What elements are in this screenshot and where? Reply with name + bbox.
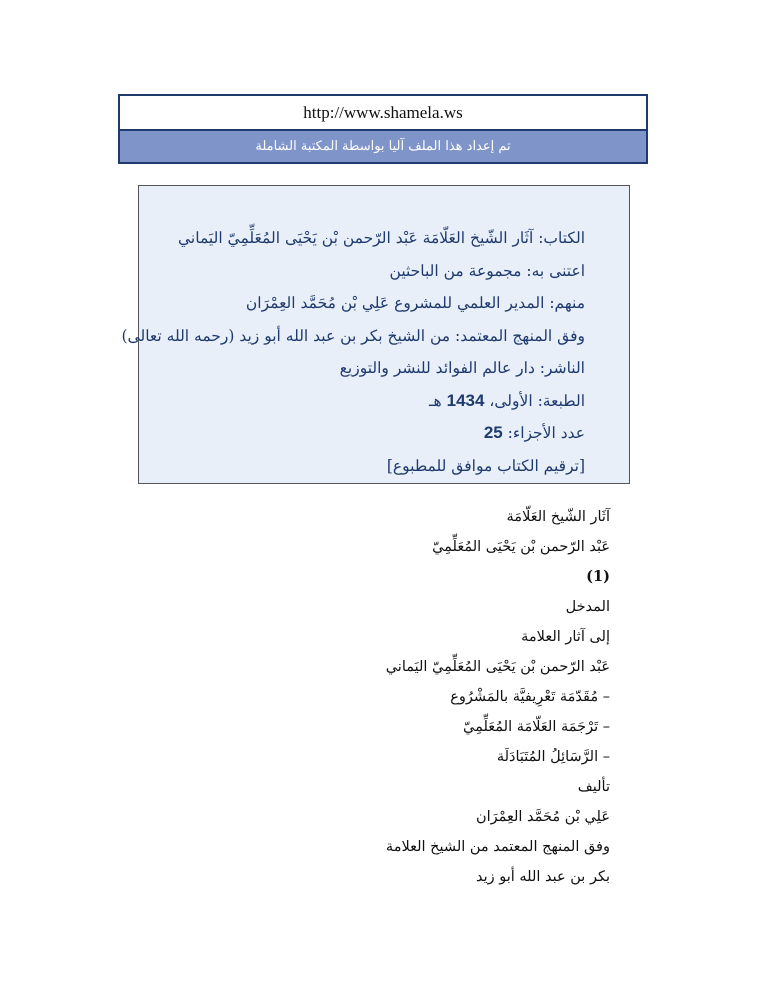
book-edition — [155, 385, 585, 418]
book-parts — [155, 417, 585, 450]
book-title: الكتاب: آثَار الشّيخ العَلّامَة عَبْد الرّحمن بْن يَحْيَى المُعَلِّمِيّ اليَماني — [178, 229, 585, 247]
body-line: إلى آثار العلامة — [521, 629, 610, 645]
book-editor: اعتنى به: مجموعة من الباحثين — [389, 261, 585, 280]
body-line: وفق المنهج المعتمد من الشيخ العلامة — [385, 839, 610, 855]
book-numbering-note: [ترقيم الكتاب موافق للمطبوع] — [386, 456, 585, 475]
body-line: عَلِي بْن مُحَمَّد العِمْرَان — [475, 809, 610, 825]
body-line: المدخل — [565, 599, 610, 615]
parts-label: عدد الأجزاء: — [502, 424, 585, 442]
title-page-text — [160, 502, 610, 892]
body-line: – مُقَدّمَة تَعْرِيفيَّة بالمَشْرُوع — [450, 689, 610, 705]
body-line: بكر بن عبد الله أبو زيد — [475, 869, 610, 885]
body-line: تأليف — [577, 779, 610, 795]
book-publisher: الناشر: دار عالم الفوائد للنشر والتوزيع — [339, 359, 585, 377]
book-info-box — [121, 185, 630, 484]
book-methodology: وفق المنهج المعتمد: من الشيخ بكر بن عبد الله أبو زيد (رحمه الله تعالى) — [121, 326, 585, 345]
body-line: عَبْد الرّحمن بْن يَحْيَى المُعَلِّمِيّ — [432, 539, 610, 555]
edition-suffix: هـ — [428, 391, 447, 410]
body-line: – الرَّسَائِلُ المُتَبَادَلَة — [496, 749, 610, 765]
body-line: آثَار الشّيخ العَلّامَة — [506, 509, 610, 525]
edition-year: 1434 — [446, 390, 485, 410]
shamela-note: تم إعداد هذا الملف آليا بواسطة المكتبة الشاملة — [120, 131, 646, 162]
volume-number: (1) — [586, 568, 610, 585]
body-line: عَبْد الرّحمن بْن يَحْيَى المُعَلِّمِيّ اليَماني — [385, 659, 610, 675]
book-director: منهم: المدير العلمي للمشروع عَلِي بْن مُحَمَّد العِمْرَان — [245, 294, 585, 312]
shamela-url[interactable]: http://www.shamela.ws — [120, 96, 646, 131]
shamela-banner — [118, 94, 648, 164]
parts-count: 25 — [483, 423, 503, 442]
edition-label: الطبعة: الأولى، — [484, 391, 585, 410]
body-line: – تَرْجَمَة العَلّامَة المُعَلِّمِيّ — [463, 719, 610, 735]
